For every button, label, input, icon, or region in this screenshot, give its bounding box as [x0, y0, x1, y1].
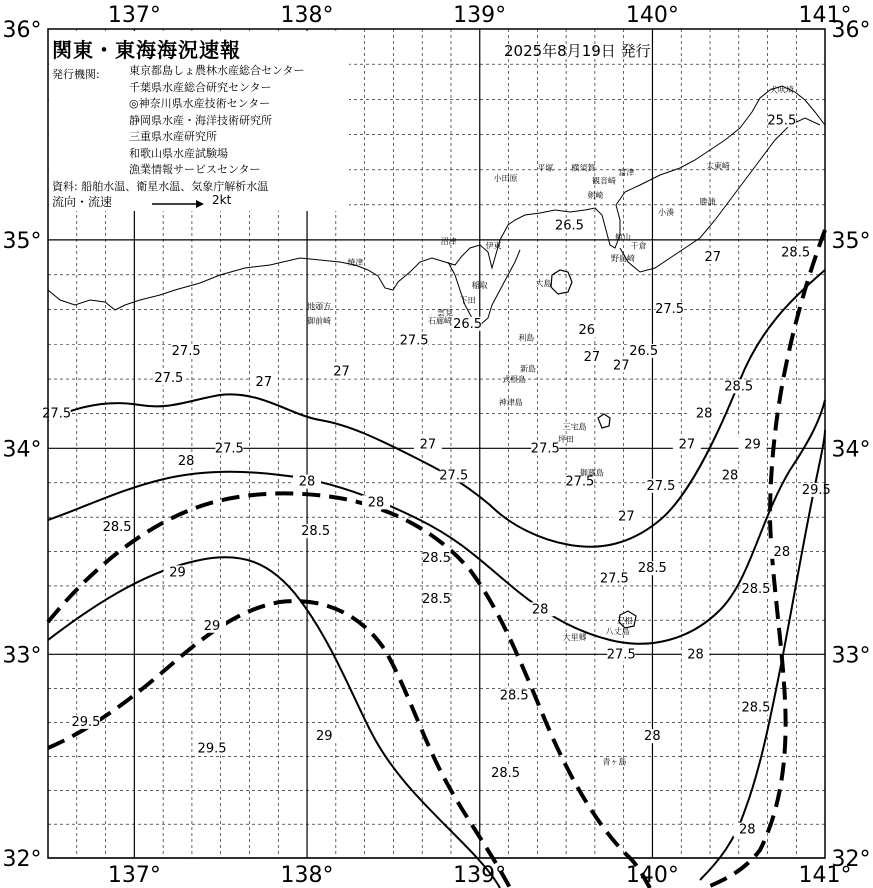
- place-label: 伊東: [485, 241, 502, 251]
- lon-tick-label: 137°: [107, 863, 161, 888]
- isotherm-label: 26.5: [629, 343, 659, 359]
- isotherm-label: 28: [367, 495, 385, 511]
- isotherm-label: 27: [419, 437, 437, 453]
- lat-tick-label: 32°: [831, 847, 871, 872]
- isotherm-label: 29.5: [801, 482, 831, 498]
- lat-tick-label: 33°: [2, 643, 42, 669]
- place-label: 地頭方: [307, 302, 332, 312]
- place-label: 青ヶ島: [602, 757, 627, 767]
- issuer-item: 和歌山県水産試験場: [129, 146, 228, 160]
- place-label: 野島崎: [610, 253, 635, 263]
- isotherm-label: 28.5: [499, 688, 529, 704]
- lon-tick-label: 139°: [453, 3, 507, 28]
- isotherm-label: 28: [739, 822, 756, 838]
- isotherm-label: 25.5: [767, 113, 797, 129]
- issuer-item: ◎神奈川県水産技術センター: [129, 97, 271, 110]
- place-label: 観音崎: [591, 176, 616, 186]
- lon-tick-label: 141°: [798, 863, 852, 888]
- place-label: 利島: [518, 333, 535, 343]
- isotherm-label: 26: [578, 323, 595, 339]
- place-label: 富津: [618, 167, 635, 177]
- isotherm-label: 28: [177, 453, 195, 469]
- isotherm-label: 26.5: [554, 218, 584, 234]
- place-label: 稲取: [471, 281, 488, 291]
- isotherm-label: 27: [678, 437, 696, 453]
- isotherm-label: 29: [169, 565, 186, 581]
- issuer-item: 漁業情報サービスセンター: [129, 163, 261, 176]
- place-label: 御蔵島: [579, 468, 604, 478]
- place-label: 新島: [520, 364, 537, 374]
- issuer-item: 東京都島しょ農林水産総合センター: [129, 64, 305, 77]
- data-source-line: 資料: 船舶水温、衛星水温、気象庁解析水温: [52, 180, 269, 193]
- place-label: 小田原: [493, 174, 518, 184]
- isotherm-label: 29: [203, 618, 221, 634]
- place-label: 八丈島: [605, 626, 630, 636]
- lon-tick-label: 140°: [625, 863, 679, 888]
- isotherm-label: 27: [583, 350, 601, 366]
- place-label: 焼津: [347, 258, 364, 268]
- isotherm-label: 29.5: [71, 714, 101, 730]
- lon-tick-label: 138°: [280, 3, 334, 28]
- place-label: 大島: [535, 279, 552, 289]
- place-label: 下田: [459, 295, 476, 305]
- isotherm-label: 27.5: [530, 441, 560, 457]
- issuer-label: 発行機関:: [52, 68, 100, 81]
- isotherm-label: 27: [618, 509, 635, 525]
- isotherm-label: 29: [315, 729, 333, 745]
- place-label: 平塚: [537, 163, 554, 173]
- issuer-item: 三重県水産研究所: [129, 130, 217, 143]
- isotherm-label: 28.5: [102, 520, 132, 536]
- isotherm-label: 27: [612, 358, 630, 374]
- place-label: 小湊: [658, 207, 675, 217]
- isotherm-label: 28.5: [724, 379, 754, 395]
- lat-tick-label: 32°: [2, 847, 42, 872]
- isotherm-label: 27.5: [565, 474, 595, 490]
- isotherm-label: 28: [531, 602, 549, 618]
- place-label: 犬吠埼: [769, 85, 794, 95]
- place-label: 三根: [616, 616, 633, 626]
- isotherm-labels: [42, 113, 831, 837]
- place-label: 大里郷: [562, 633, 587, 643]
- place-label: 雲見: [437, 308, 454, 318]
- place-label: 三宅島: [562, 422, 587, 432]
- isotherm-label: 28.5: [491, 765, 521, 781]
- isotherm-label: 28.5: [781, 245, 811, 261]
- isotherm-label: 28: [644, 729, 661, 745]
- lat-tick-label: 34°: [2, 437, 42, 463]
- issuer-item: 千葉県水産総合研究センター: [129, 80, 272, 94]
- place-label: 石廊崎: [427, 316, 452, 326]
- place-label: 式根島: [502, 374, 527, 384]
- isotherm-label: 28: [687, 647, 704, 663]
- lon-tick-label: 139°: [453, 863, 507, 888]
- lon-tick-label: 138°: [280, 863, 334, 888]
- lat-tick-label: 34°: [831, 437, 871, 463]
- isotherm-label: 27.5: [214, 441, 244, 457]
- isotherm-label: 27.5: [171, 343, 201, 359]
- isotherm-label: 27: [704, 249, 722, 265]
- isotherm-label: 28.5: [422, 550, 451, 566]
- kuroshio-branch-path: [705, 230, 825, 888]
- isotherm-label: 29.5: [197, 741, 227, 757]
- isotherm-label: 27.5: [606, 647, 636, 663]
- isotherm-label: 27: [333, 364, 350, 380]
- place-label: 勝浦: [699, 197, 716, 207]
- isotherm-label: 28.5: [422, 592, 451, 608]
- isotherm-label: 28: [695, 406, 713, 422]
- isotherm-label: 27: [255, 375, 273, 391]
- isotherm-label: 28.5: [741, 581, 771, 597]
- lat-tick-label: 35°: [2, 228, 42, 254]
- place-label: 横須賀: [571, 163, 596, 173]
- lat-tick-label: 33°: [831, 643, 871, 669]
- flow-arrow-icon: [152, 199, 204, 209]
- isotherm-label: 28: [298, 474, 316, 490]
- isotherm-line: [48, 400, 825, 644]
- isotherm-label: 27.5: [399, 333, 429, 349]
- place-label: 沼津: [440, 237, 457, 247]
- isotherm-label: 28.5: [301, 524, 331, 540]
- isotherm-label: 28: [721, 468, 739, 484]
- lon-tick-label: 141°: [798, 3, 852, 28]
- isotherm-label: 27.5: [42, 406, 72, 422]
- isotherm-label: 27.5: [599, 571, 629, 587]
- place-label: 坪田: [558, 435, 574, 445]
- isotherm-label: 27.5: [154, 370, 184, 386]
- lon-tick-label: 137°: [107, 3, 161, 28]
- place-label: 太東崎: [705, 161, 730, 171]
- isotherm-label: 27.5: [655, 302, 685, 318]
- lat-tick-label: 36°: [2, 18, 42, 43]
- miyake-island: [598, 414, 610, 428]
- isotherm-label: 27.5: [646, 478, 676, 494]
- isotherm-label: 28.5: [637, 561, 667, 577]
- issuer-list: [129, 63, 305, 179]
- flow-scale-label: 2kt: [212, 193, 232, 207]
- isotherm-label: 28.5: [741, 700, 771, 716]
- page-title: 関東・東海海況速報: [52, 38, 241, 62]
- isotherm-label: 27.5: [439, 468, 469, 484]
- issuer-item: 静岡県水産・海洋技術研究所: [129, 113, 272, 127]
- issue-date: 2025年8月19日 発行: [504, 42, 651, 60]
- place-label: 御前崎: [307, 316, 332, 326]
- place-label: 千倉: [630, 241, 647, 251]
- isotherm-label: 26.5: [453, 316, 483, 332]
- oshima-island: [551, 270, 572, 294]
- place-label: 館山: [614, 232, 631, 242]
- isotherm-label: 28: [773, 544, 791, 560]
- kuroshio-inner-path: [48, 493, 650, 888]
- kuroshio-outer-path: [48, 601, 510, 888]
- isotherm-label: 29: [744, 437, 761, 453]
- flow-legend-label: 流向・流速: [52, 195, 113, 209]
- lon-tick-label: 140°: [625, 3, 679, 28]
- lat-tick-label: 36°: [831, 18, 871, 43]
- place-label: 剣崎: [587, 190, 604, 200]
- lat-tick-label: 35°: [831, 228, 871, 254]
- place-label: 神津島: [498, 397, 523, 407]
